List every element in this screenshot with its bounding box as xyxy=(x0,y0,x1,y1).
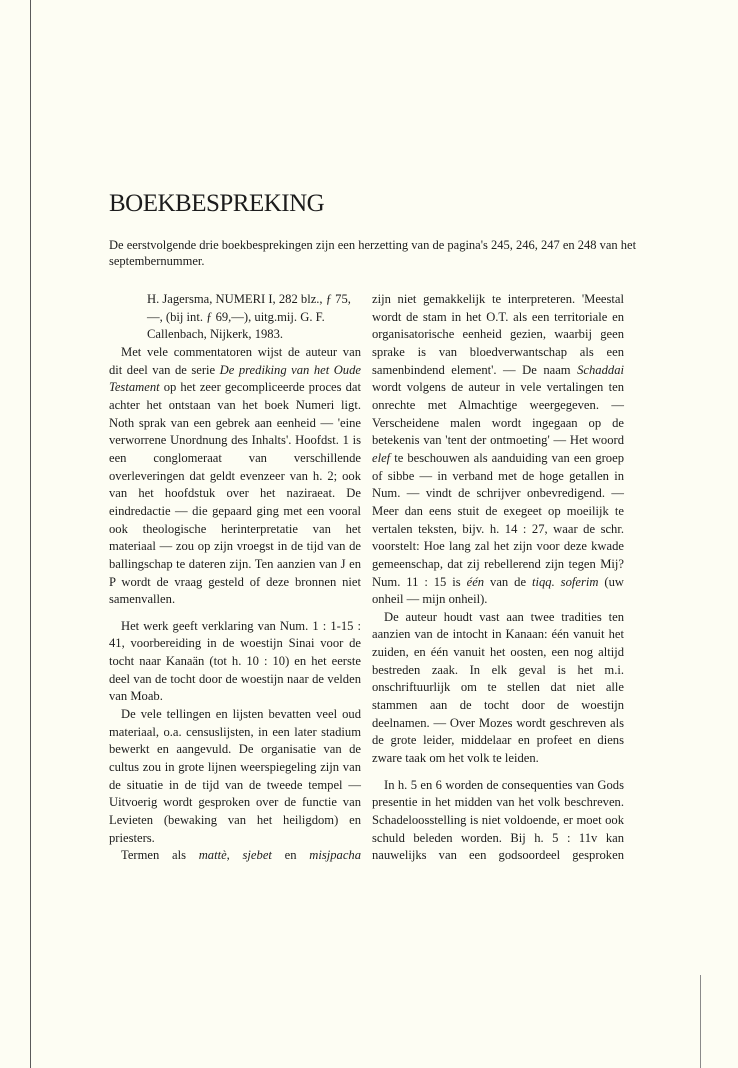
paragraph: In h. 5 en 6 worden de consequenties van Gods presentie in het midden van het volk beschreven. Schadeloosstelling is niet voldoende, er moet ook schuld beleden worden. Bij h. 5 : 11v kan nauwelijks van een godsoordeel gesproken xyxy=(372,777,624,863)
intro-note: De eerstvolgende drie boekbesprekingen zijn een herzetting van de pagina's 245, 246, 247 en 248 van het septembernummer. xyxy=(109,238,637,268)
page-right-edge xyxy=(700,975,701,1068)
text-run: van de xyxy=(490,574,527,589)
page-left-edge xyxy=(30,0,31,1068)
text-run: (uw onheil — mijn onheil). xyxy=(372,574,624,607)
left-column xyxy=(109,291,361,865)
text-run: op het zeer gecompliceerde proces dat achter het ontstaan van het boek Numeri ligt. Noth sprak van een gebrek aan eenheid — 'eine verworrene Unordnung des Inhalts'. Hoofdst. 1 is een conglomeraat van verschillende overleveringen dat geldt evenzeer van h. 2; ook van het hoofdstuk over het naziraeat. De eindredactie — die gepaard ging met een vooral ook theologische herinterpretatie van het materiaal — zou op zijn vroegst in de tijd van de ballingschap te dateren zijn. Ten aanzien van J en P wordt de vraag gesteld of deze bronnen niet samenvallen. xyxy=(109,380,361,607)
right-column xyxy=(372,291,624,865)
term: mattè, sjebet xyxy=(198,848,272,863)
text-run: Met vele commentatoren wijst de auteur van dit deel van de serie xyxy=(109,344,361,377)
paragraph xyxy=(109,344,361,609)
page-title: BOEKBESPREKING xyxy=(109,190,325,217)
term: tiqq. soferim xyxy=(532,574,599,589)
term: Schaddai xyxy=(577,362,624,377)
text-run: te beschouwen als aanduiding van een groep of sibbe — in verband met de hoge getallen in Num. — vindt de schrijver onbevredigend. — Meer dan eens stuit de exegeet op moeilijk te vertalen teksten, bijv. h. 14 : 27, waar de schr. voorstelt: Hoe lang zal het zijn voor deze kwade gemeenschap, dat zij rebellerend zijn tegen Mij? Num. 11 : 15 is xyxy=(372,450,624,589)
text-run: en xyxy=(284,848,297,863)
text-run: zijn niet gemakkelijk te interpreteren. 'Meestal wordt de stam in het O.T. als een territoriale en organisatorische eenheid gezien, waarbij geen sprake is van bloedverwantschap als een samenbindend element'. — De naam xyxy=(372,292,624,377)
paragraph xyxy=(372,291,624,609)
paragraph: Het werk geeft verklaring van Num. 1 : 1-15 : 41, voorbereiding in de woestijn Sinai voor de tocht naar Kanaän (tot h. 10 : 10) en het eerste deel van de tocht door de woestijn naar de velden van Moab. xyxy=(109,618,361,704)
paragraph xyxy=(109,847,361,865)
text-run: wordt volgens de auteur in vele vertalingen ten onrechte met Almachtige weergegeven. — Verscheidene malen wordt ingegaan op de betekenis van 'tent der ontmoeting' — Het woord xyxy=(372,380,624,448)
term: elef xyxy=(372,450,391,465)
series-title: De prediking van het Oude Testament xyxy=(109,362,361,395)
text-run: Termen als xyxy=(121,848,186,863)
paragraph: De vele tellingen en lijsten bevatten veel oud materiaal, o.a. censuslijsten, in een later stadium bewerkt en aangevuld. De organisatie van de cultus zou in grote lijnen weerspiegeling zijn van de situatie in de tijd van de tweede tempel — Uitvoerig wordt gesproken over de functie van Levieten (bewaking van het heiligdom) en priesters. xyxy=(109,707,361,845)
paragraph: De auteur houdt vast aan twee tradities ten aanzien van de intocht in Kanaan: één vanuit het zuiden, en één vanuit het oosten, een nog altijd bestreden zaak. In elk geval is het m.i. onschriftuurlijk om te stellen dat niet alle stammen aan de tocht door de woestijn deelnamen. — Over Mozes wordt geschreven als de grote leider, middelaar en profeet en diens zware taak om het volk te leiden. xyxy=(372,609,624,766)
emphasis: één xyxy=(466,574,485,589)
book-reference: H. Jagersma, NUMERI I, 282 blz., ƒ 75,—, (bij int. ƒ 69,—), uitg.mij. G. F. Callenbach, Nijkerk, 1983. xyxy=(147,292,351,342)
term: misjpacha xyxy=(309,848,362,863)
